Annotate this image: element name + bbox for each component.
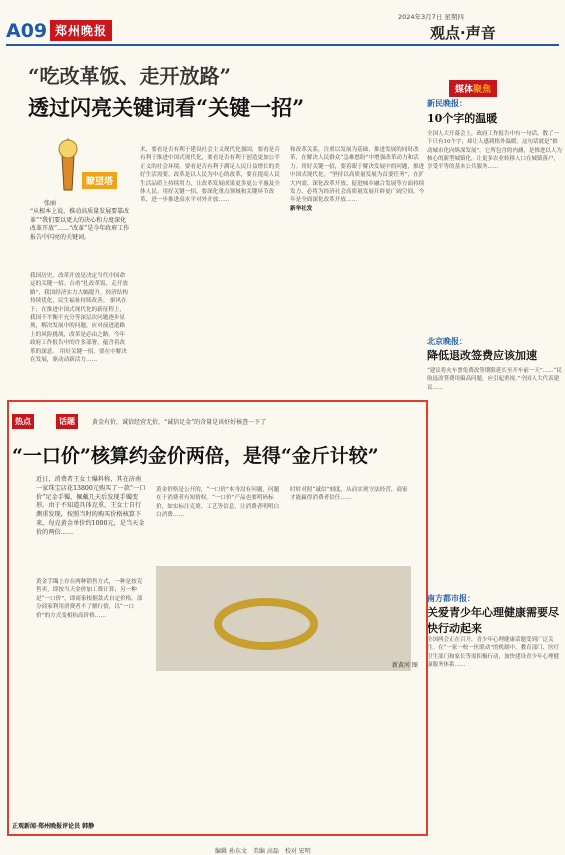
footer-credits: 编辑 孙东文 美编 高磊 校对 宏明 <box>215 848 311 855</box>
side-source-1: 新民晚报： <box>427 98 467 108</box>
hot-tag: 热点 <box>12 414 34 429</box>
feature-headline-top: “吃改革饭、走开放路” <box>28 64 232 88</box>
photo-credit: 新黄河 图 <box>392 662 418 669</box>
newspaper-logo: 郑州晚报 <box>50 20 112 41</box>
media-focus-badge: 媒体聚焦 <box>449 80 497 97</box>
side-body-3: 全国两会正在召开，青少年心理健康话题受到广泛关注。在“一家一校一医联动”的机制中，教育部门、医疗卫生部门和家长等需积极行动，加快建设青少年心理健康服务体系…… <box>427 637 560 668</box>
column-tag: 瞭望塔 <box>82 172 117 189</box>
side-source-2: 北京晚报： <box>427 336 467 346</box>
side-title-1: 10个字的温暖 <box>427 112 498 125</box>
issue-date: 2024年3月7日 星期四 <box>398 13 464 21</box>
hot-col-2: 黄金价格是公开的，“一口价”本身没有问题，问题在于消费者有知情权。“一口价”产品也要明码标价，如实标注克重、工艺等信息，让消费者明明白白消费…… <box>156 487 280 519</box>
hot-lead: 近日，消费者王女士爆料称，其在济南一家珠宝店花13800元购买了一款“一口价”足金手镯，佩戴几天后发现手镯变形。由于不知道具体克重，王女士自行测重发现，按照当时的购买价格核算下来，每克黄金单价约1000元，是当天金价的两倍…… <box>36 476 146 536</box>
hot-col-1: 黄金手镯上存在两种销售方式，一种是按克售卖，即按当天金价加工费计算；另一种是“一口价”，即商家根据款式自定价格。部分商家利用消费者不了解行情，以“一口价”的方式变相抬高价格…… <box>36 579 143 619</box>
topic-tag: 话题 <box>56 414 78 429</box>
page-header <box>0 0 565 42</box>
side-source-3: 南方都市报： <box>427 593 475 603</box>
hot-subtitle: 黄金有价，诚信经营无价，“诚信足金”的含量是该好好核查一下了 <box>92 419 267 426</box>
feature-headline-main: 透过闪亮关键词看“关键一招” <box>28 95 305 120</box>
hot-headline: “一口价”核算约金价两倍，是得“金斤计较” <box>12 445 379 467</box>
hot-editor: 正观新闻·郑州晚报评论员 韩静 <box>12 823 95 830</box>
side-title-3: 关爱青少年心理健康需要尽快行动起来 <box>427 606 559 635</box>
section-title: 观点·声音 <box>430 24 496 42</box>
header-rule <box>6 44 559 46</box>
feature-credit: 新华社发 <box>290 205 313 212</box>
side-body-1: 全国人大开幕会上，政府工作报告中有一句话，数了一下只有10个字，却让人感到格外温暖。这句话就是“推动城市化向纵深发展”。它所包含的内涵，是推进以人为核心的新型城镇化，让更多农业转移人口在城镇落户，享受平等的基本公共服务…… <box>427 131 562 171</box>
hot-col-3: 时时对照“诚信”刻度，从而实现守法经营，商家才能赢得消费者信任…… <box>290 487 408 502</box>
side-body-2: “建议将火车票免费改签期限延长至开车前一天”……“民航退改签费用偏高问题，应引起重视。”全国人大代表建议…… <box>427 368 562 391</box>
feature-col-3: 和改革关系，注重以发展为基础，推进发展的同时改革，在解决人民群众“急难愁盼”中增强改革动力和活力。用好关键一招，要着眼于解决发展中的问题，推进中国式现代化。“坚持以高质量发展为首要任务”，在扩大内需、深化改革开放、促进城乡融合发展等方面持续发力，必将为经济社会高质量发展开辟更广阔空间。今年是全面深化改革开放…… 新华社发 <box>290 147 425 212</box>
feature-col-2: 术，要看是否有利于建设社会主义现代化强国，要看是否有利于推进中国式现代化，要看是否有利于创造更加公平正义的社会环境，要看是否有利于满足人民日益增长的美好生活需要。改革是以人民为中心的改革，要在提高人民生活品质上持续用力，让改革发展成果更多更公平惠及全体人民。用好关键一招，要深化重点领域和关键环节改革，进一步推进高水平对外开放…… <box>140 147 280 204</box>
feature-lead: “从根本上说，推动高质量发展要靠改革”“我们要以更大的决心和力度深化改革开放”……“改革”是今年政府工作报告中闪亮的关键词。 <box>30 208 130 241</box>
page-number: A09 <box>6 20 48 42</box>
gold-bracelet-photo-icon <box>156 566 411 671</box>
feature-col-1: 我国历史，改革开放是决定当代中国命运的关键一招。吉甫“扎改革饭、走开放路”，我国经济实力大幅提升，经济结构持续优化，民生福祉持续改善。 驱风在下，在推进中国式现代化的新征程上，我国不平衡不充分等深层次问题逐步显现，解决发展中的问题，应对前进道路上的风险挑战，改革是必由之路。今年政府工作报告中的许多部署，蕴含着改革的深意。 用好关键一招，要在中解决在发展，驱动动新活力…… <box>30 273 128 364</box>
feature-author: 张丽 <box>44 200 57 207</box>
side-title-2: 降低退改签费应该加速 <box>427 349 537 362</box>
